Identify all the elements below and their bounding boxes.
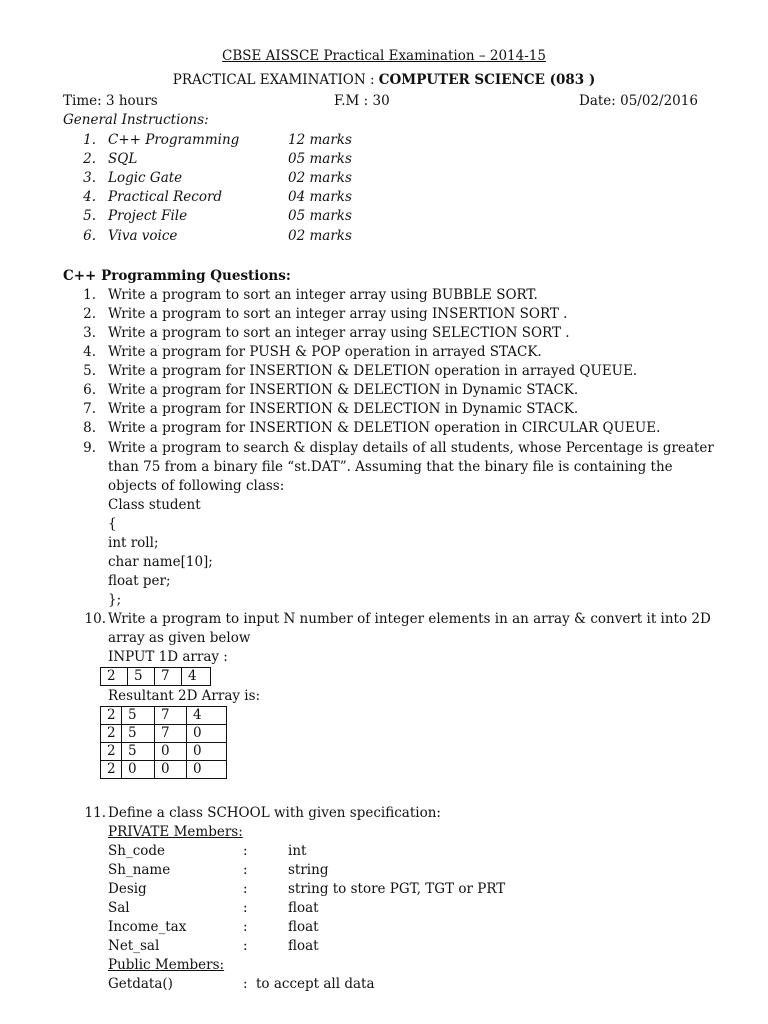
time-info: Time: 3 hours	[63, 93, 158, 109]
code-line: {	[108, 516, 117, 532]
question-9-line: Write a program to search & display details of all students, whose Percentage is greater	[108, 440, 714, 456]
question-10-number: 10.	[84, 611, 106, 627]
table-cell: 0	[187, 761, 227, 779]
question-9-line: than 75 from a binary file “st.DAT”. Assuming that the binary file is containing the	[108, 459, 673, 475]
table-cell: 7	[155, 725, 187, 743]
table-row	[101, 725, 227, 743]
full-marks-info: F.M : 30	[334, 93, 390, 109]
questions-heading: C++ Programming Questions:	[63, 268, 291, 284]
table-cell: 5	[122, 725, 155, 743]
code-line: float per;	[108, 573, 171, 589]
date-info: Date: 05/02/2016	[579, 93, 698, 109]
table-cell: 0	[187, 743, 227, 761]
table-cell: 5	[122, 743, 155, 761]
exam-subtitle	[0, 71, 768, 89]
table-cell: 2	[101, 743, 122, 761]
table-row	[101, 743, 227, 761]
public-members-heading: Public Members:	[108, 957, 225, 973]
result-array-table	[100, 706, 227, 779]
exam-prefix: PRACTICAL EXAMINATION :	[172, 72, 379, 88]
table-cell: 5	[122, 707, 155, 725]
code-line: char name[10];	[108, 554, 213, 570]
table-row	[101, 668, 211, 686]
exam-subject: COMPUTER SCIENCE (083 )	[378, 72, 596, 88]
table-cell: 0	[155, 761, 187, 779]
exam-title: CBSE AISSCE Practical Examination – 2014-15	[222, 48, 546, 64]
table-cell: 2	[101, 725, 122, 743]
result-array-label: Resultant 2D Array is:	[108, 688, 261, 704]
instructions-heading: General Instructions:	[63, 112, 209, 128]
code-line: };	[108, 592, 122, 608]
table-cell: 7	[155, 668, 182, 686]
table-cell: 2	[101, 707, 122, 725]
table-cell: 2	[101, 668, 128, 686]
question-10-line: array as given below	[108, 630, 251, 646]
question-9-line: objects of following class:	[108, 478, 285, 494]
table-cell: 2	[101, 761, 122, 779]
table-cell: 4	[182, 668, 211, 686]
question-11-text: Define a class SCHOOL with given specification:	[108, 805, 441, 821]
question-9-number: 9.	[83, 440, 96, 456]
table-cell: 7	[155, 707, 187, 725]
table-cell: 0	[187, 725, 227, 743]
table-row	[101, 761, 227, 779]
input-array-label: INPUT 1D array :	[108, 649, 228, 665]
table-cell: 0	[155, 743, 187, 761]
code-line: int roll;	[108, 535, 159, 551]
question-10-line: Write a program to input N number of integer elements in an array & convert it into 2D	[108, 611, 711, 627]
table-row	[101, 707, 227, 725]
table-cell: 0	[122, 761, 155, 779]
question-11-number: 11.	[84, 805, 106, 821]
input-array-table	[100, 667, 211, 686]
table-cell: 4	[187, 707, 227, 725]
private-members-heading: PRIVATE Members:	[108, 824, 243, 840]
code-line: Class student	[108, 497, 201, 513]
table-cell: 5	[128, 668, 155, 686]
